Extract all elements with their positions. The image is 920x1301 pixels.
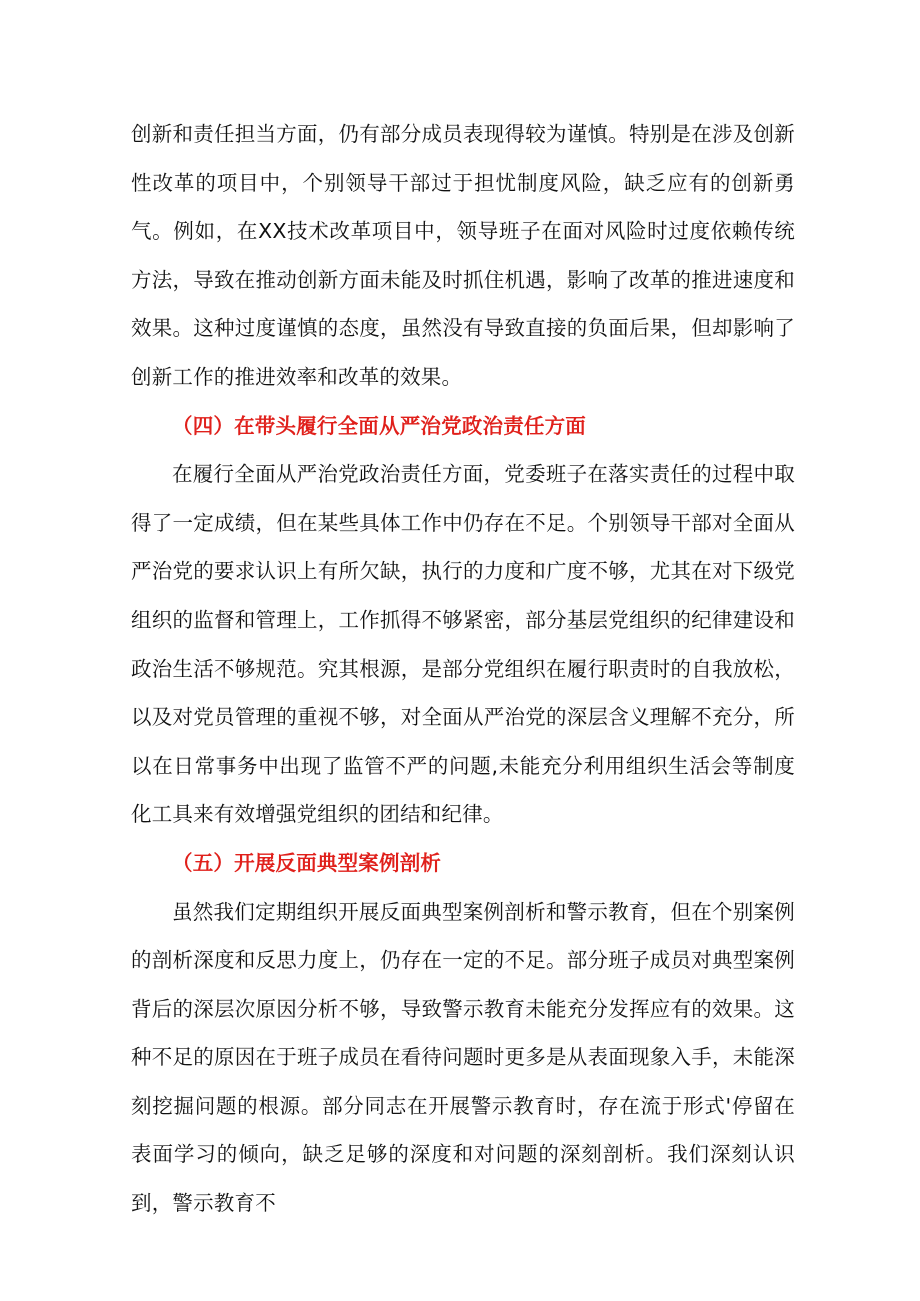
section-heading-4: （四）在带头履行全面从严治党政治责任方面 (172, 413, 586, 438)
body-paragraph: 在履行全面从严治党政治责任方面，党委班子在落实责任的过程中取得了一定成绩，但在某些具体工作中仍存在不足。个别领导干部对全面从严治党的要求认识上有所欠缺，执行的力度和广度不够，尤其在对下级党组织的监督和管理上，工作抓得不够紧密，部分基层党组织的纪律建设和政治生活不够规范。究其根源，是部分党组织在履行职责时的自我放松，以及对党员管理的重视不够，对全面从严治党的深层含义理解不充分，所以在日常事务中出现了监管不严的问题,未能充分利用组织生活会等制度化工具来有效增强党组织的团结和纪律。 (131, 462, 795, 827)
section-heading-5: （五）开展反面典型案例剖析 (172, 850, 442, 875)
document-body (131, 110, 795, 1228)
body-paragraph: 创新和责任担当方面，仍有部分成员表现得较为谨慎。特别是在涉及创新性改革的项目中，个别领导干部过于担忧制度风险，缺乏应有的创新勇气。例如，在XX技术改革项目中，领导班子在面对风险时过度依赖传统方法，导致在推动创新方面未能及时抓住机遇，影响了改革的推进速度和效果。这种过度谨慎的态度，虽然没有导致直接的负面后果，但却影响了创新工作的推进效率和改革的效果。 (131, 122, 795, 389)
body-paragraph: 虽然我们定期组织开展反面典型案例剖析和警示教育，但在个别案例的剖析深度和反思力度上，仍存在一定的不足。部分班子成员对典型案例背后的深层次原因分析不够，导致警示教育未能充分发挥应有的效果。这种不足的原因在于班子成员在看待问题时更多是从表面现象入手，未能深刻挖掘问题的根源。部分同志在开展警示教育时，存在流于形式'停留在表面学习的倾向，缺乏足够的深度和对问题的深刻剖析。我们深刻认识到，警示教育不 (131, 899, 795, 1216)
